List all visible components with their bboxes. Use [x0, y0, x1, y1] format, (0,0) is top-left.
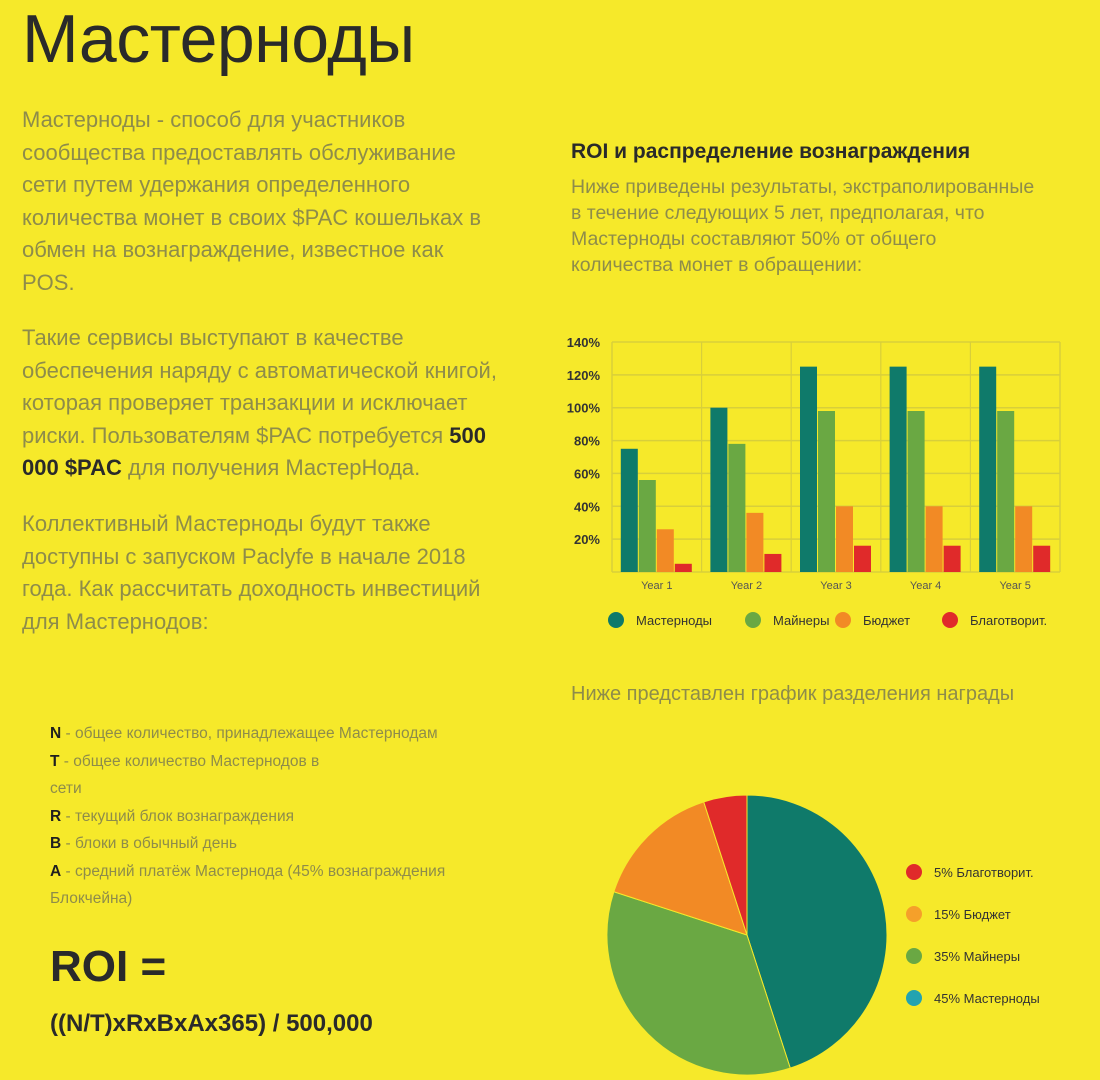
definition-key: N [50, 725, 62, 742]
bar-1-3 [800, 367, 817, 572]
definition-a [50, 858, 510, 913]
reward-pie-chart [600, 790, 900, 1080]
intro-p2-text-before: Такие сервисы выступают в качестве обеспечения наряду с автоматической книгой, которая проверяет транзакции и исключает риски. Пользователям $PAC потребуется [22, 325, 497, 448]
pie-legend-item [906, 862, 1034, 882]
bar-1-2 [710, 408, 727, 572]
legend-label: 45% Мастерноды [934, 990, 1040, 1006]
pie-legend-item [906, 946, 1020, 966]
legend-marker [906, 906, 922, 922]
y-tick-label: 40% [573, 499, 600, 515]
page-title: Мастерноды [22, 1, 415, 77]
bar-4-1 [675, 564, 692, 572]
bar-1-1 [621, 449, 638, 572]
roi-formula-expression: ((N/T)xRxBxAx365) / 500,000 [50, 1010, 373, 1037]
bar-3-3 [836, 506, 853, 572]
legend-label: 35% Майнеры [934, 948, 1021, 964]
y-tick-label: 60% [573, 466, 600, 482]
definition-key: T [50, 752, 60, 770]
roi-section-title: ROI и распределение вознаграждения [571, 140, 971, 163]
pie-legend-item [906, 904, 1011, 924]
definition-text: - средний платёж Мастернода (45% вознаграждения Блокчейна) [50, 862, 446, 907]
intro-p2-text-after: для получения МастерНода. [121, 455, 421, 480]
bar-4-5 [1033, 546, 1050, 572]
legend-label: Бюджет [863, 613, 911, 628]
y-tick-label: 120% [566, 367, 600, 383]
x-tick-label: Year 3 [820, 580, 852, 592]
intro-paragraph-2 [22, 322, 502, 485]
bar-4-3 [854, 546, 871, 572]
bar-3-2 [746, 513, 763, 572]
definition-text: - общее количество Мастернодов в сети [50, 752, 320, 797]
legend-label: Мастерноды [636, 613, 713, 628]
bar-2-3 [818, 411, 835, 572]
bar-4-4 [944, 546, 961, 572]
bar-3-5 [1015, 506, 1032, 572]
y-tick-label: 100% [566, 400, 600, 416]
roi-section-description: Ниже приведены результаты, экстраполированные в течение следующих 5 лет, предполагая, что Мастерноды составляют 50% от общего количества монет в обращении: [571, 176, 1035, 276]
intro-paragraph-1: Мастерноды - способ для участников сообщества предоставлять обслуживание сети путем удержания определенного количества монет в своих $PAC кошельках в обмен на вознаграждение, известное как POS. [22, 107, 482, 295]
pie-legend-item [906, 988, 1040, 1008]
bar-3-1 [657, 529, 674, 572]
intro-p2-amount: 500 000 $PAC [22, 422, 486, 480]
x-tick-label: Year 5 [999, 580, 1031, 592]
variable-definitions [50, 720, 510, 913]
roi-bar-chart [560, 330, 1070, 640]
y-tick-label: 20% [573, 532, 600, 548]
x-tick-label: Year 4 [909, 580, 942, 592]
definition-key: A [50, 862, 62, 880]
definition-b [50, 830, 510, 858]
definition-t [50, 748, 350, 803]
definition-text: - текущий блок вознаграждения [61, 807, 295, 825]
intro-paragraph-3: Коллективный Мастерноды будут также доступны с запуском Paclyfe в начале 2018 года. Как рассчитать доходность инвестиций для Мастернодов: [22, 511, 481, 634]
definition-n [50, 720, 510, 748]
legend-label: Майнеры [773, 613, 830, 628]
legend-marker [835, 612, 851, 628]
pie-caption: Ниже представлен график разделения награды [571, 683, 1015, 705]
bar-1-5 [979, 367, 996, 572]
bar-4-2 [764, 554, 781, 572]
legend-label: 15% Бюджет [934, 906, 1011, 922]
definition-text: - общее количество, принадлежащее Мастернодам [61, 725, 438, 742]
x-tick-label: Year 2 [730, 580, 763, 592]
bar-2-5 [997, 411, 1014, 572]
legend-label: Благотворит. [970, 613, 1048, 628]
bar-1-4 [890, 367, 907, 572]
legend-marker [906, 948, 922, 964]
bar-2-1 [639, 480, 656, 572]
y-tick-label: 140% [566, 335, 600, 350]
definition-text: - блоки в обычный день [61, 835, 237, 852]
bar-3-4 [926, 506, 943, 572]
definition-key: B [50, 835, 62, 852]
legend-marker [608, 612, 624, 628]
x-tick-label: Year 1 [641, 580, 673, 592]
bar-2-2 [728, 444, 745, 572]
definition-key: R [50, 807, 62, 825]
roi-formula-label: ROI = [50, 942, 167, 991]
legend-marker [906, 990, 922, 1006]
bar-2-4 [908, 411, 925, 572]
definition-r [50, 803, 510, 831]
legend-marker [906, 864, 922, 880]
legend-label: 5% Благотворит. [934, 864, 1034, 880]
legend-marker [745, 612, 761, 628]
legend-marker [942, 612, 958, 628]
y-tick-label: 80% [573, 433, 600, 449]
